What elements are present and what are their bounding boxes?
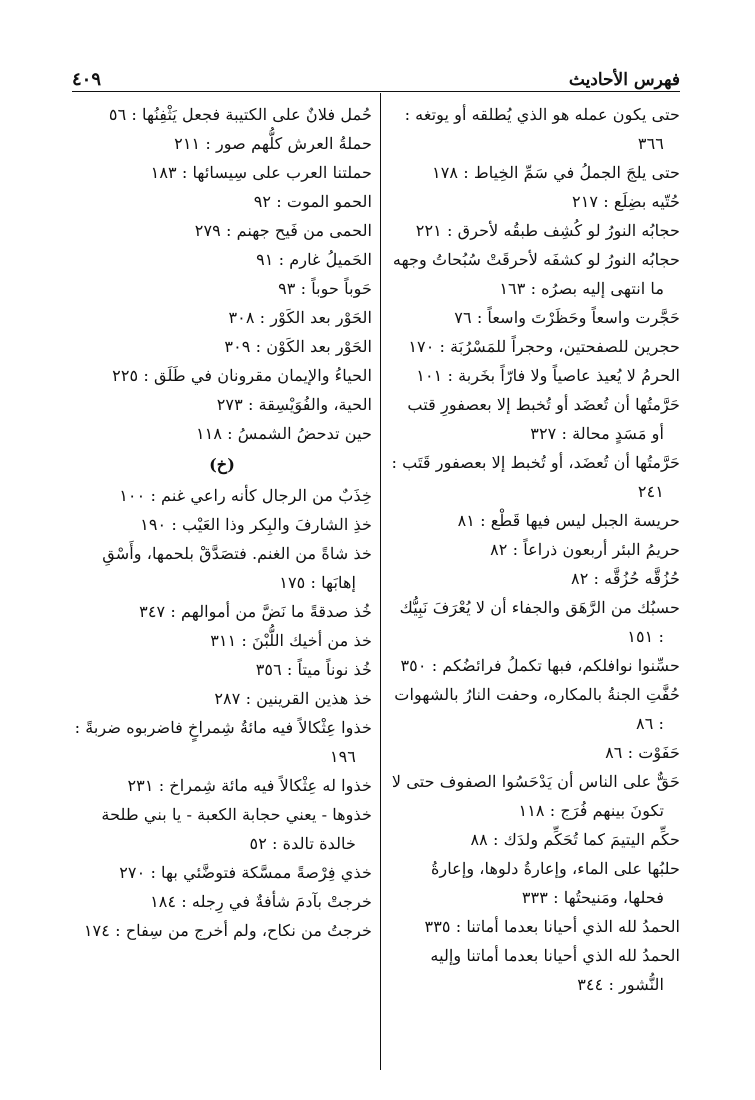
- index-entry: الحمى من فَيح جهنم : ٢٧٩: [194, 221, 372, 240]
- index-entry: حريسة الجبل ليس فيها قَطْع : ٨١: [457, 511, 680, 530]
- index-entry: الحرمُ لا يُعيذ عاصياً ولا فارّاً بخَربة : ١٠١: [416, 366, 680, 385]
- index-entry: حجابُه النورُ لو كشفَه لأحرقَتْ سُبُحاتُ وجهه ما انتهى إليه بصرُه : ١٦٣: [392, 250, 680, 298]
- index-entry: خذ من أخيك اللُّبْنَ : ٣١١: [210, 631, 372, 650]
- index-entry: حَجَّرت واسعاً وحَظَرْتَ واسعاً : ٧٦: [454, 308, 680, 327]
- index-entry: خرجتْ بآدمَ شأفةٌ في رِجله : ١٨٤: [150, 892, 372, 911]
- index-entry: خرجتُ من نكاح، ولم أخرج من سِفاح : ١٧٤: [83, 921, 372, 940]
- index-entry: حَقٌّ على الناس أن يَدْحَسُوا الصفوف حتى لا تكونَ بينهم فُرَج : ١١٨: [391, 772, 680, 820]
- index-entry: حريمُ البئر أربعون ذراعاً : ٨٢: [490, 540, 680, 559]
- index-entry: حجابُه النورُ لو كُشِف طبقُه لأحرق : ٢٢١: [415, 221, 680, 240]
- index-entry: خِذَبٌ من الرجال كأنه راعي غنم : ١٠٠: [119, 486, 372, 505]
- index-entry: حملةُ العرش كلُّهم صور : ٢١١: [174, 134, 372, 153]
- index-entry: الحمدُ لله الذي أحيانا بعدما أماتنا : ٣٣٥: [424, 917, 680, 936]
- index-entry: خذ شاةً من الغنم. فتصَدَّقْ بلحمها، وأَسْقِ إهابَها : ١٧٥: [102, 544, 372, 592]
- index-entry: الحَوْر بعد الكَوْن : ٣٠٩: [224, 337, 372, 356]
- right-column: [390, 100, 680, 1060]
- index-entry: خُذ نوناً ميتاً : ٣٥٦: [255, 660, 372, 679]
- index-entry: حلبُها على الماء، وإعارةُ دلوها، وإعارةُ فحلها، ومَنيحتُها : ٣٣٣: [430, 859, 680, 907]
- index-entry: خذوها - يعني حجابة الكعبة - يا بني طلحة خالدة تالدة : ٥٢: [101, 805, 372, 853]
- index-entry: الحَميلُ غارم : ٩١: [256, 250, 372, 269]
- header-rule: [72, 91, 680, 92]
- index-entry: حُفَّتِ الجنةُ بالمكاره، وحفت النارُ بالشهوات : ٨٦: [394, 685, 680, 733]
- index-entry: الحياءُ والإيمان مقرونان في طَلَق : ٢٢٥: [112, 366, 372, 385]
- index-entry: حسِّنوا نوافلكم، فبها تكملُ فرائضُكم : ٣٥٠: [400, 656, 680, 675]
- index-entry: خذِ الشارفَ والبِكر وذا العَيْب : ١٩٠: [140, 515, 372, 534]
- index-entry: حُتّيه بضِلَع : ٢١٧: [572, 192, 680, 211]
- index-entry: حملتنا العرب على سِيسائها : ١٨٣: [150, 163, 372, 182]
- index-entry: حكِّم اليتيمَ كما تُحَكِّم ولدَك : ٨٨: [470, 830, 680, 849]
- index-entry: الحية، والفُوَيْسِقة : ٢٧٣: [216, 395, 372, 414]
- index-entry: خذي فِرْصةً ممسَّكة فتوضَّئي بها : ٢٧٠: [119, 863, 372, 882]
- index-entry: خذوا عِثْكالاً فيه مائةُ شِمراخٍ فاضربوه ضربةً : ١٩٦: [74, 718, 372, 766]
- index-entry: حَوباً حوباً : ٩٣: [278, 279, 372, 298]
- index-entry: حَفَوْت : ٨٦: [605, 743, 680, 762]
- index-entry: الحمو الموت : ٩٢: [253, 192, 372, 211]
- index-entry: حتى يكون عمله هو الذي يُطلقه أو يوتغه : ٣٦٦: [404, 105, 680, 153]
- index-entry: الحَوْر بعد الكَوْر : ٣٠٨: [228, 308, 372, 327]
- index-entry: حَرَّمتُها أن تُعضَد أو تُخبط إلا بعصفورِ قتب أو مَسَدٍ محالة : ٣٢٧: [407, 395, 680, 443]
- running-title: فهرس الأحاديث: [568, 70, 680, 90]
- index-entry: حسبُك من الرَّهَق والجفاء أن لا يُعْرَفَ نَبِيُّك : ١٥١: [399, 598, 680, 646]
- index-entry: حَرَّمتُها أن تُعضَد، أو تُخبط إلا بعصفور قَتَب : ٢٤١: [391, 453, 680, 501]
- index-entry: خُذ صدقةً ما نَضَّ من أموالهم : ٣٤٧: [139, 602, 372, 621]
- section-heading: (خ): [209, 455, 235, 474]
- index-entry: الحمدُ لله الذي أحيانا بعدما أماتنا وإليه النُّشور : ٣٤٤: [430, 946, 680, 994]
- index-entry: حُزُقَّه حُزُقَّه : ٨٢: [571, 569, 680, 588]
- page-header: [72, 58, 680, 90]
- column-divider: [380, 93, 381, 1070]
- index-entry: حجرين للصفحتين، وحجراً للمَسْرُبَة : ١٧٠: [408, 337, 680, 356]
- index-entry: حتى يلجَ الجملُ في سَمِّ الخِياط : ١٧٨: [432, 163, 680, 182]
- index-entry: خذ هذين القرينين : ٢٨٧: [214, 689, 372, 708]
- page-number: ٤٠٩: [72, 69, 102, 90]
- index-entry: حين تدحضُ الشمسُ : ١١٨: [195, 424, 372, 443]
- index-entry: حُمل فلانٌ على الكتيبة فجعل يَثْفِنُها : ٥٦: [108, 105, 372, 124]
- index-entry: خذوا له عِثْكالاً فيه مائة شِمراخ : ٢٣١: [127, 776, 372, 795]
- left-column: [72, 100, 372, 1060]
